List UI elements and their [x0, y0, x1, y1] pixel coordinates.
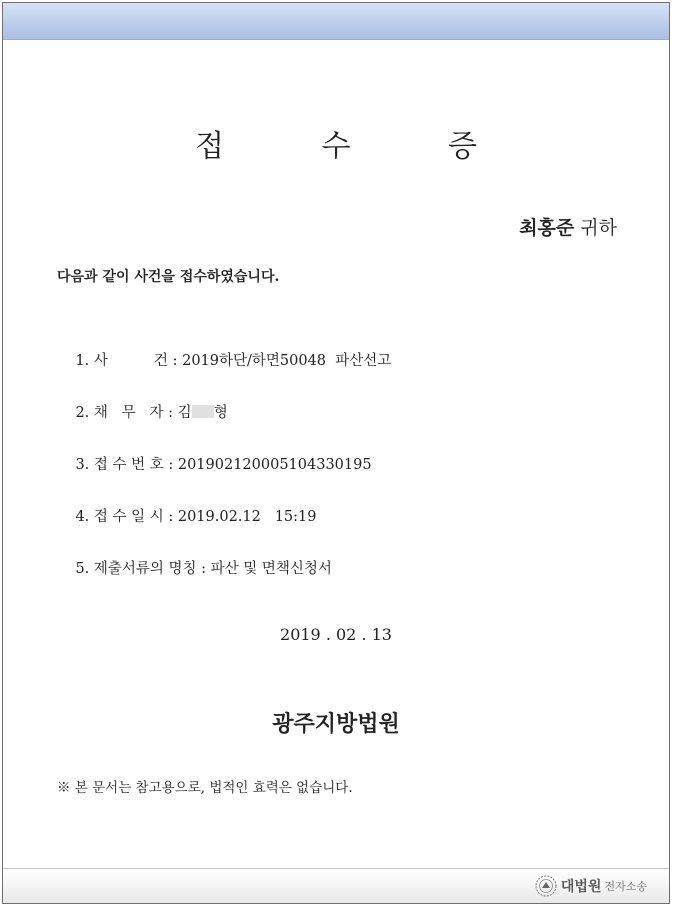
redaction-mask: [192, 405, 214, 418]
item-value: 201902120005104330195: [177, 457, 372, 473]
item-value: 2019하단/하면50048 파산선고: [182, 353, 392, 369]
footer-bar: [3, 868, 669, 903]
item-value: 2019.02.12 15:19: [177, 509, 317, 525]
document-title: 접 수 증: [194, 129, 521, 164]
brand-name: 대법원: [560, 879, 602, 895]
item-label: 3. 접 수 번 호 :: [75, 457, 178, 473]
brand-logo: [535, 875, 647, 897]
court-seal-icon: [535, 875, 557, 897]
issue-date: 2019 . 02 . 13: [280, 625, 392, 644]
document-frame: [2, 2, 670, 904]
debtor-name-first: 김: [177, 405, 192, 421]
debtor-name-last: 형: [213, 405, 228, 421]
item-value: 파산 및 면책신청서: [210, 561, 332, 577]
intro-text: 다음과 같이 사건을 접수하였습니다.: [57, 269, 280, 285]
brand-subtitle: 전자소송: [604, 880, 647, 893]
item-label: 2. 채 무 자 :: [75, 405, 178, 421]
recipient: [519, 213, 617, 240]
window-header-bar: [3, 3, 669, 40]
item-label: 4. 접 수 일 시 :: [75, 509, 178, 525]
item-label: 1. 사 건 :: [75, 353, 183, 369]
disclaimer-note: ※ 본 문서는 참고용으로, 법적인 효력은 없습니다.: [57, 780, 353, 796]
item-receipt-number: [57, 437, 372, 490]
recipient-suffix: 귀하: [574, 217, 617, 239]
item-case: [57, 333, 391, 386]
item-receipt-datetime: [57, 489, 316, 542]
court-name: 광주지방법원: [272, 711, 400, 737]
recipient-name: 최홍준: [519, 217, 575, 239]
item-debtor: [57, 385, 228, 438]
item-document-name: [57, 541, 332, 594]
item-label: 5. 제출서류의 명칭 :: [75, 561, 211, 577]
